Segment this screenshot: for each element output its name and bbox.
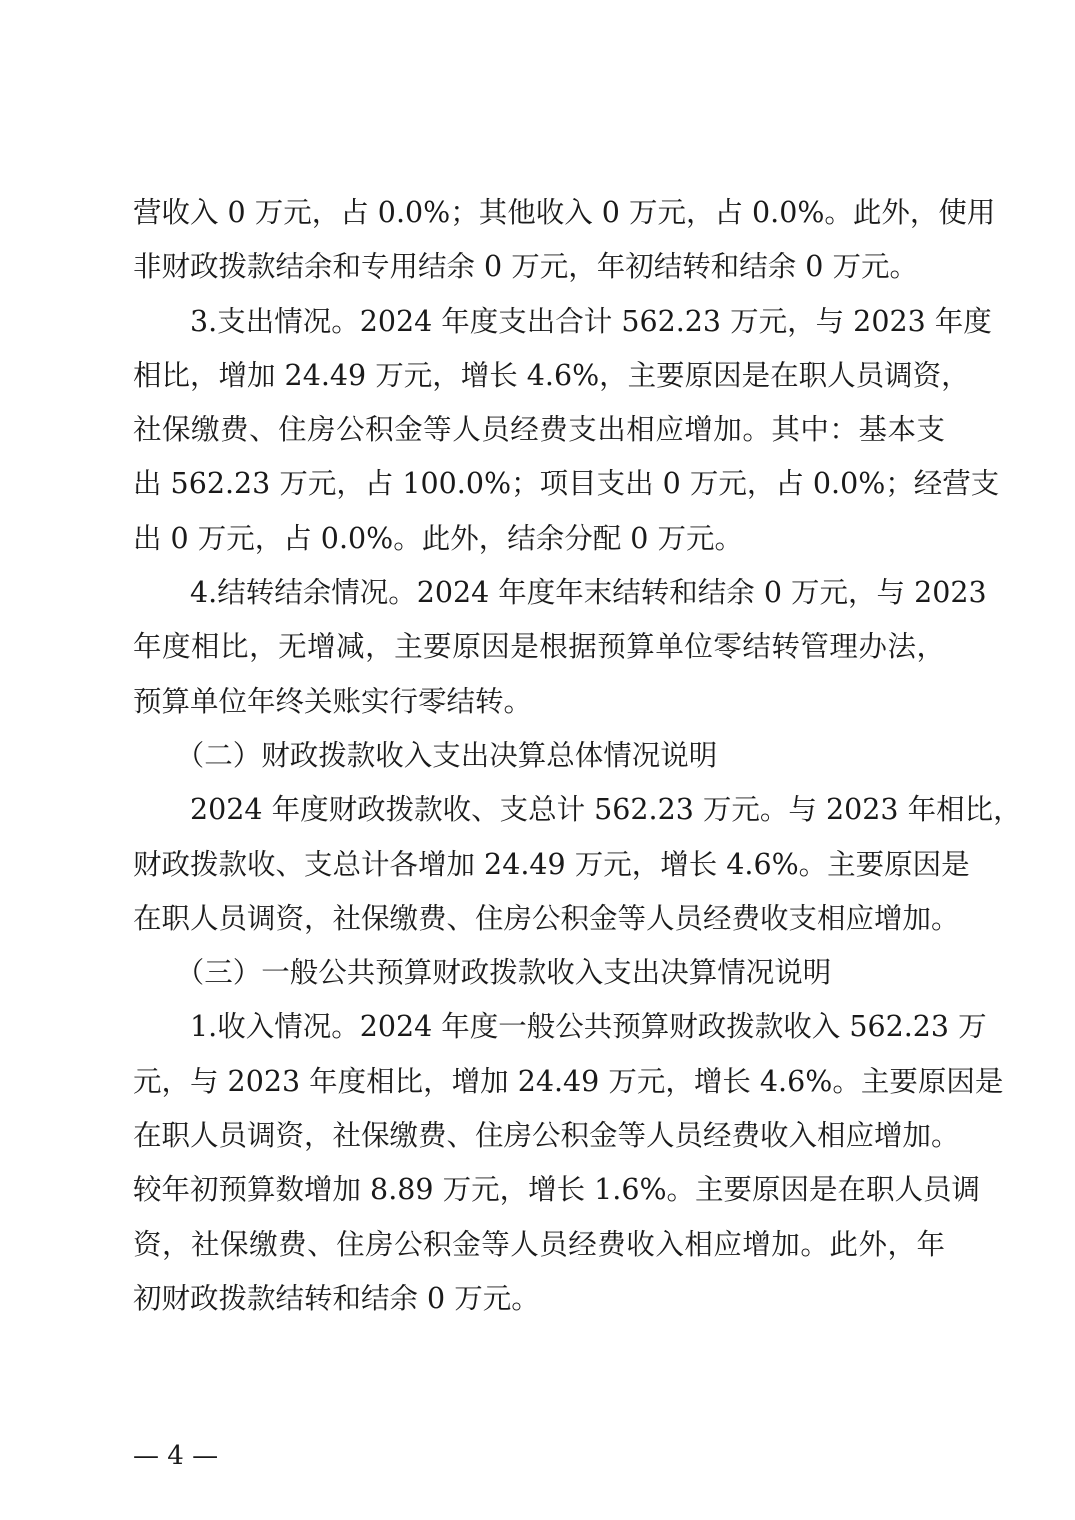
section-heading-line: （三）一般公共预算财政拨款收入支出决算情况说明 — [133, 956, 832, 990]
body-text — [133, 186, 1022, 1326]
text-line: 年度相比，无增减，主要原因是根据预算单位零结转管理办法， — [133, 630, 945, 664]
text-line: 1.收入情况。2024 年度一般公共预算财政拨款收入 562.23 万 — [133, 1010, 987, 1044]
text-line: 出 562.23 万元，占 100.0%；项目支出 0 万元，占 0.0%；经营支 — [133, 467, 1000, 501]
text-line: 资，社保缴费、住房公积金等人员经费收入相应增加。此外，年 — [133, 1227, 945, 1261]
text-line: 非财政拨款结余和专用结余 0 万元，年初结转和结余 0 万元。 — [133, 250, 919, 284]
text-line: 在职人员调资，社保缴费、住房公积金等人员经费收支相应增加。 — [133, 901, 960, 935]
text-line: 在职人员调资，社保缴费、住房公积金等人员经费收入相应增加。 — [133, 1119, 960, 1153]
text-line: 元，与 2023 年度相比，增加 24.49 万元，增长 4.6%。主要原因是 — [133, 1064, 1004, 1098]
text-line: 4.结转结余情况。2024 年度年末结转和结余 0 万元，与 2023 — [133, 576, 987, 610]
text-line: 较年初预算数增加 8.89 万元，增长 1.6%。主要原因是在职人员调 — [133, 1173, 981, 1207]
text-line: 营收入 0 万元，占 0.0%；其他收入 0 万元，占 0.0%。此外，使用 — [133, 196, 996, 229]
text-line: 预算单位年终关账实行零结转。 — [133, 684, 533, 718]
text-line: 3.支出情况。2024 年度支出合计 562.23 万元，与 2023 年度 — [133, 304, 992, 338]
text-line: 2024 年度财政拨款收、支总计 562.23 万元。与 2023 年相比， — [133, 793, 1022, 827]
text-line: 相比，增加 24.49 万元，增长 4.6%，主要原因是在职人员调资， — [133, 358, 970, 392]
text-line: 社保缴费、住房公积金等人员经费支出相应增加。其中：基本支 — [133, 413, 945, 447]
text-line: 财政拨款收、支总计各增加 24.49 万元，增长 4.6%。主要原因是 — [133, 847, 970, 881]
page-number: — 4 — — [133, 1441, 219, 1471]
text-line: 出 0 万元，占 0.0%。此外，结余分配 0 万元。 — [133, 521, 743, 555]
section-heading-line: （二）财政拨款收入支出决算总体情况说明 — [133, 738, 718, 772]
text-line: 初财政拨款结转和结余 0 万元。 — [133, 1281, 540, 1315]
